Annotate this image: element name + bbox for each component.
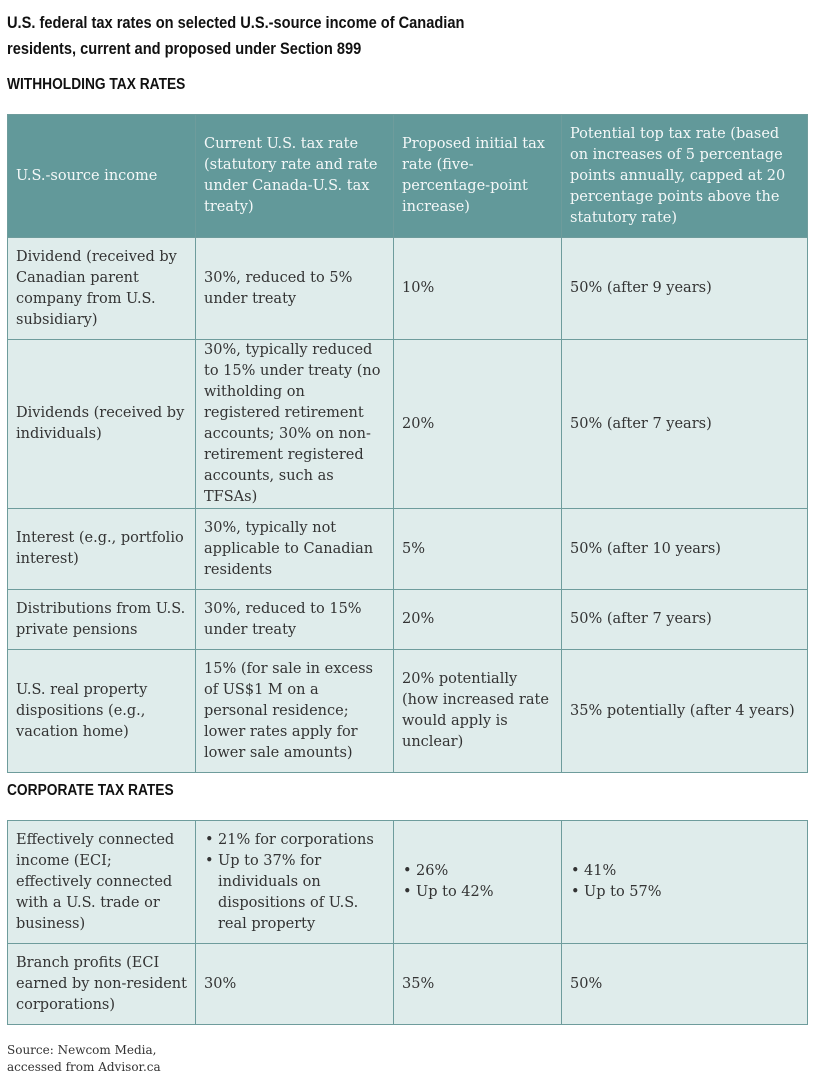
row-top-rate: 50% (after 10 years) — [562, 509, 808, 590]
row-proposed-rate: 20% — [394, 340, 562, 509]
row-income: Interest (e.g., portfolio interest) — [8, 509, 196, 590]
withholding-heading: WITHHOLDING TAX RATES — [7, 76, 186, 93]
source-line-1: Source: Newcom Media, — [7, 1043, 157, 1057]
corporate-heading: CORPORATE TAX RATES — [7, 782, 174, 799]
header-top-rate: Potential top tax rate (based on increases of 5 percentage points annually, capped at 20 percentage points above the statutory rate) — [562, 115, 808, 238]
table-row — [8, 650, 808, 773]
list-item: • Up to 57% — [584, 882, 799, 903]
title-line-2: residents, current and proposed under Section 899 — [7, 39, 362, 58]
row-income: Dividends (received by individuals) — [8, 340, 196, 509]
eci-proposed-rate — [394, 821, 562, 944]
source-note — [7, 1042, 161, 1076]
branch-top-rate: 50% — [562, 944, 808, 1025]
row-top-rate: 50% (after 7 years) — [562, 590, 808, 650]
corporate-table — [7, 820, 808, 1025]
withholding-table — [7, 114, 808, 773]
row-proposed-rate: 20% — [394, 590, 562, 650]
row-top-rate: 50% (after 9 years) — [562, 238, 808, 340]
eci-top-rate — [562, 821, 808, 944]
list-item: • 21% for corporations — [218, 830, 385, 851]
row-current-rate: 15% (for sale in excess of US$1 M on a personal residence; lower rates apply for lower sale amounts) — [196, 650, 394, 773]
row-top-rate: 35% potentially (after 4 years) — [562, 650, 808, 773]
row-current-rate: 30%, reduced to 5% under treaty — [196, 238, 394, 340]
bullet-list — [402, 861, 553, 903]
row-proposed-rate: 20% potentially (how increased rate would apply is unclear) — [394, 650, 562, 773]
list-item: • 26% — [416, 861, 553, 882]
row-current-rate: 30%, reduced to 15% under treaty — [196, 590, 394, 650]
row-current-rate: 30%, typically reduced to 15% under treaty (no witholding on registered retirement accounts; 30% on non-retirement registered accounts, such as TFSAs) — [196, 340, 394, 509]
table-row — [8, 590, 808, 650]
page-title — [7, 10, 678, 62]
table-header-row — [8, 115, 808, 238]
list-item: • Up to 37% for individuals on dispositions of U.S. real property — [218, 851, 385, 935]
branch-current-rate: 30% — [196, 944, 394, 1025]
table-row — [8, 238, 808, 340]
bullet-list — [204, 830, 385, 935]
table-row — [8, 821, 808, 944]
eci-label: Effectively connected income (ECI; effectively connected with a U.S. trade or business) — [8, 821, 196, 944]
table-row — [8, 944, 808, 1025]
row-proposed-rate: 10% — [394, 238, 562, 340]
list-item: • 41% — [584, 861, 799, 882]
source-line-2: accessed from Advisor.ca — [7, 1060, 161, 1074]
eci-current-rate — [196, 821, 394, 944]
row-current-rate: 30%, typically not applicable to Canadian residents — [196, 509, 394, 590]
table-row — [8, 340, 808, 509]
row-top-rate: 50% (after 7 years) — [562, 340, 808, 509]
bullet-list — [570, 861, 799, 903]
branch-label: Branch profits (ECI earned by non-resident corporations) — [8, 944, 196, 1025]
table-row — [8, 509, 808, 590]
header-current-rate: Current U.S. tax rate (statutory rate and rate under Canada-U.S. tax treaty) — [196, 115, 394, 238]
list-item: • Up to 42% — [416, 882, 553, 903]
title-line-1: U.S. federal tax rates on selected U.S.-source income of Canadian — [7, 13, 465, 32]
header-income: U.S.-source income — [8, 115, 196, 238]
row-income: U.S. real property dispositions (e.g., vacation home) — [8, 650, 196, 773]
row-proposed-rate: 5% — [394, 509, 562, 590]
row-income: Distributions from U.S. private pensions — [8, 590, 196, 650]
header-proposed-rate: Proposed initial tax rate (five-percentage-point increase) — [394, 115, 562, 238]
branch-proposed-rate: 35% — [394, 944, 562, 1025]
row-income: Dividend (received by Canadian parent company from U.S. subsidiary) — [8, 238, 196, 340]
